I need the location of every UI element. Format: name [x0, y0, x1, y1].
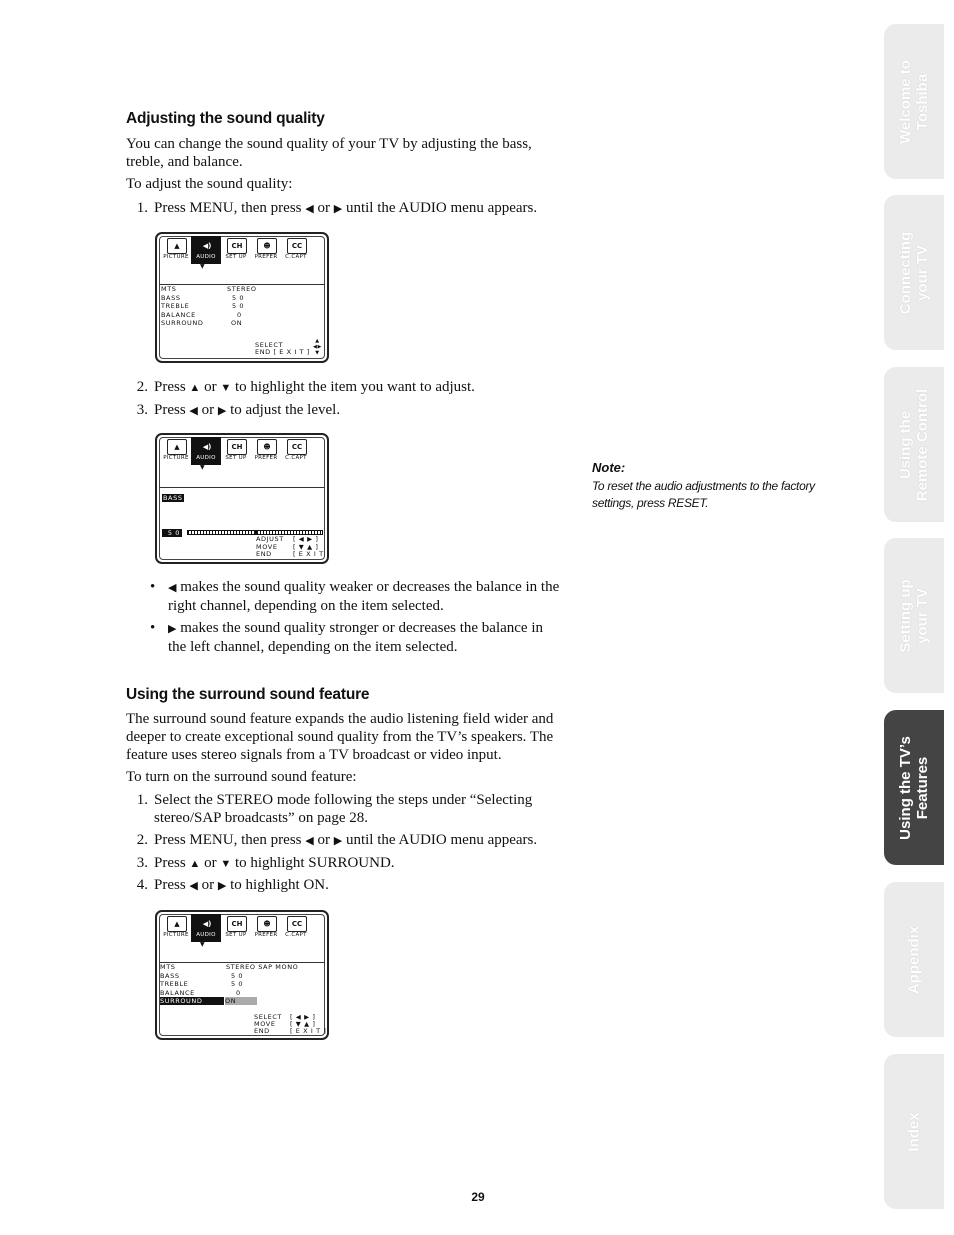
channel-icon: CH [227, 916, 247, 932]
surround-highlight: SURROUND [160, 997, 224, 1005]
speaker-icon: ◀) [197, 439, 217, 455]
tab-features[interactable]: Using the TV’s Features [884, 710, 944, 865]
closed-caption-icon: CC [287, 916, 307, 932]
left-arrow-icon: ◀ [189, 880, 198, 892]
prefer-icon: ☻ [257, 238, 277, 254]
page-number: 29 [471, 1190, 485, 1204]
selected-arrow-icon: ▼ [200, 941, 206, 948]
speaker-icon: ◀) [197, 916, 217, 932]
adjust-item-label: BASS [163, 494, 183, 502]
left-arrow-icon: ◀ [189, 405, 198, 417]
right-arrow-icon: ▶ [217, 405, 227, 417]
right-arrow-icon: ▶ [333, 835, 343, 847]
tab-remote-control[interactable]: Using the Remote Control [884, 367, 944, 522]
tab-setting-up[interactable]: Setting up your TV [884, 538, 944, 693]
level-value: 5 0 [162, 529, 182, 537]
tab-welcome[interactable]: Welcome to Toshiba [884, 24, 944, 179]
selected-arrow-icon: ▼ [200, 263, 206, 270]
prefer-icon: ☻ [257, 439, 277, 455]
audio-menu-screen-1: ▲ PICTURE ◀) AUDIO CH SET UP ☻ PREFER CC C.CAPT ▼ MTS STEREO BASS 5 0 TREBLE 5 0 BALANCE 0 SURROUND ON SELECT END [ E X I T ] ▲ ◀▶ ▼ [155, 232, 329, 363]
picture-icon: ▲ [167, 439, 187, 455]
channel-icon: CH [227, 439, 247, 455]
tab-connecting[interactable]: Connecting your TV [884, 195, 944, 350]
speaker-icon: ◀) [197, 238, 217, 254]
note-text: To reset the audio adjustments to the factory settings, press RESET. [592, 479, 815, 510]
left-arrow-icon: ◀ [168, 582, 177, 594]
channel-icon: CH [227, 238, 247, 254]
closed-caption-icon: CC [287, 238, 307, 254]
surround-lead: To turn on the surround sound feature: [126, 769, 357, 785]
surround-intro: The surround sound feature expands the audio listening field wider and deeper to create exceptional sound quality from the TV’s speakers. The feature uses stereo signals from a TV broadcast or video input. [126, 711, 554, 763]
lead-line: To adjust the sound quality: [126, 176, 293, 192]
surround-value: ON [225, 997, 257, 1005]
right-arrow-icon: ▶ [333, 203, 343, 215]
up-arrow-icon: ▲ [189, 382, 201, 394]
right-arrow-icon: ▶ [168, 623, 177, 635]
prefer-icon: ☻ [257, 916, 277, 932]
intro-paragraph: You can change the sound quality of your TV by adjusting the bass, treble, and balance. [126, 136, 532, 170]
right-arrow-icon: ▶ [217, 880, 227, 892]
tab-appendix[interactable]: Appendix [884, 882, 944, 1037]
audio-menu-screen-3: ▲ PICTURE ◀) AUDIO CH SET UP ☻ PREFER CC C.CAPT ▼ MTS STEREO SAP MONO BASS 5 0 TREBLE 5 0 BALANCE 0 SURROUND ON SELECT [ ◀ ▶ ] MOVE [ ▼ ▲ ] END [ E X I T ] [155, 910, 329, 1040]
picture-icon: ▲ [167, 238, 187, 254]
audio-menu-screen-2: ▲ PICTURE ◀) AUDIO CH SET UP ☻ PREFER CC C.CAPT ▼ BASS 5 0 ADJUST [ ◀ ▶ ] MOVE [ ▼ ▲ ] END [ E X I T ] [155, 433, 329, 564]
up-arrow-icon: ▲ [189, 858, 201, 870]
section-heading-surround: Using the surround sound feature [126, 686, 370, 703]
section-heading-sound-quality: Adjusting the sound quality [126, 110, 325, 127]
note-heading: Note: [592, 460, 626, 475]
down-arrow-icon: ▼ [220, 382, 232, 394]
left-arrow-icon: ◀ [305, 835, 314, 847]
down-arrow-icon: ▼ [220, 858, 232, 870]
left-arrow-icon: ◀ [305, 203, 314, 215]
tab-index[interactable]: Index [884, 1054, 944, 1209]
closed-caption-icon: CC [287, 439, 307, 455]
four-way-arrow-icon: ▲ ◀▶ ▼ [313, 338, 322, 356]
selected-arrow-icon: ▼ [200, 464, 206, 471]
picture-icon: ▲ [167, 916, 187, 932]
